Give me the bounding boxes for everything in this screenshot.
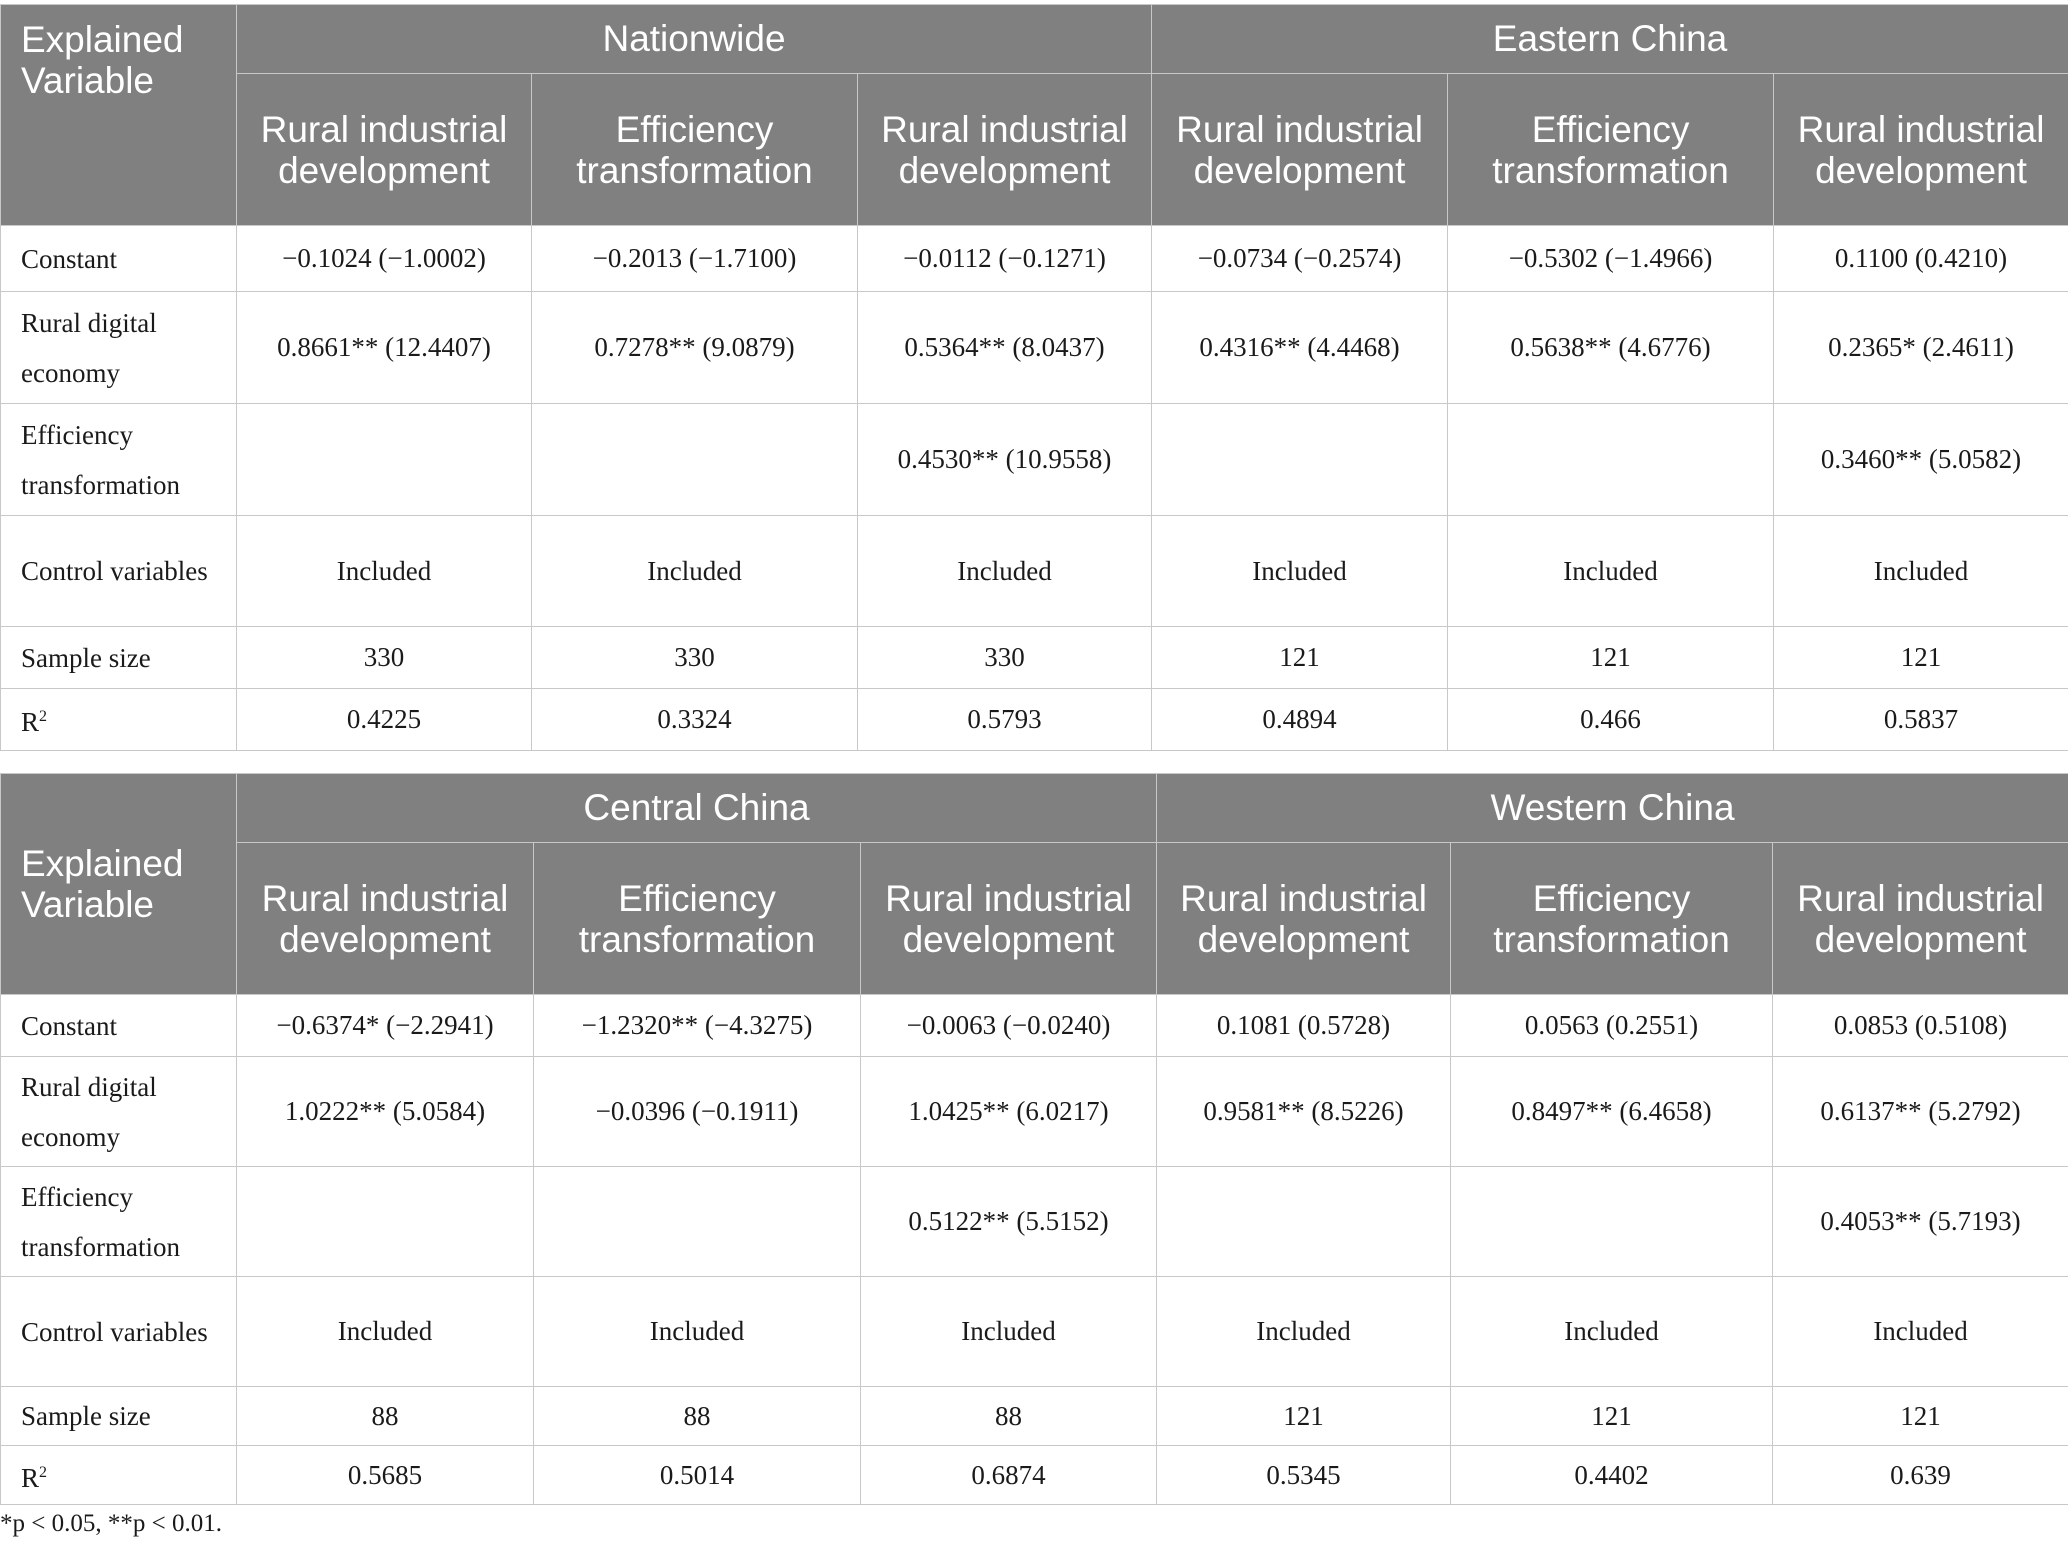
table-cell: 0.1081 (0.5728) <box>1157 995 1451 1057</box>
row-label: Sample size <box>1 627 237 689</box>
table-row <box>1 1057 2068 1167</box>
table-cell: −0.0396 (−0.1911) <box>534 1057 861 1167</box>
column-header: Rural industrial development <box>858 74 1152 226</box>
table-cell: 0.4053** (5.7193) <box>1773 1167 2068 1277</box>
table-row <box>1 292 2068 404</box>
table-cell: 0.3460** (5.0582) <box>1774 404 2068 516</box>
table-row <box>1 1387 2068 1446</box>
table-cell: 0.6874 <box>861 1446 1157 1505</box>
row-label: Constant <box>1 226 237 292</box>
table-cell: 330 <box>237 627 532 689</box>
table-cell: Included <box>1774 516 2068 627</box>
group-header: Western China <box>1157 774 2068 843</box>
table-cell: 0.1100 (0.4210) <box>1774 226 2068 292</box>
table-cell: 0.5793 <box>858 689 1152 751</box>
table-row <box>1 1277 2068 1387</box>
table-row <box>1 689 2068 751</box>
table-cell: Included <box>1448 516 1774 627</box>
table-cell: 0.8497** (6.4658) <box>1451 1057 1773 1167</box>
table-cell: 0.2365* (2.4611) <box>1774 292 2068 404</box>
row-label: Sample size <box>1 1387 237 1446</box>
table-cell: 0.5638** (4.6776) <box>1448 292 1774 404</box>
table-cell: 0.0853 (0.5108) <box>1773 995 2068 1057</box>
column-header: Efficiency transformation <box>1451 843 1773 995</box>
table-cell: 0.7278** (9.0879) <box>532 292 858 404</box>
table-cell <box>1448 404 1774 516</box>
table-cell: 0.5837 <box>1774 689 2068 751</box>
table-cell: Included <box>532 516 858 627</box>
table-cell: 0.5345 <box>1157 1446 1451 1505</box>
significance-footnote: *p < 0.05, **p < 0.01. <box>0 1510 222 1537</box>
regression-table-1 <box>0 4 2068 751</box>
table-cell <box>237 404 532 516</box>
table-cell: 88 <box>534 1387 861 1446</box>
table-cell <box>532 404 858 516</box>
table-cell: 88 <box>237 1387 534 1446</box>
row-label: Efficiency transformation <box>1 1167 237 1277</box>
table-cell: −0.0112 (−0.1271) <box>858 226 1152 292</box>
table-row <box>1 1167 2068 1277</box>
header-row-subheaders <box>1 74 2068 226</box>
row-label: $R^2$ <box>1 1446 237 1505</box>
table-cell: 0.4894 <box>1152 689 1448 751</box>
table-cell: 0.5685 <box>237 1446 534 1505</box>
row-label: $R^2$ <box>1 689 237 751</box>
table-cell: 1.0425** (6.0217) <box>861 1057 1157 1167</box>
group-header: Eastern China <box>1152 5 2068 74</box>
header-row-groups <box>1 774 2068 843</box>
table-cell: 0.3324 <box>532 689 858 751</box>
table-cell: −0.6374* (−2.2941) <box>237 995 534 1057</box>
table-row <box>1 226 2068 292</box>
table-cell <box>1157 1167 1451 1277</box>
column-header: Rural industrial development <box>1152 74 1448 226</box>
table-cell: 0.5122** (5.5152) <box>861 1167 1157 1277</box>
table-cell: 121 <box>1773 1387 2068 1446</box>
table-cell: −0.0063 (−0.0240) <box>861 995 1157 1057</box>
table-cell: 0.5364** (8.0437) <box>858 292 1152 404</box>
row-label: Control variables <box>1 1277 237 1387</box>
column-header: Rural industrial development <box>237 74 532 226</box>
regression-table-2 <box>0 773 2068 1505</box>
table-cell: 0.4530** (10.9558) <box>858 404 1152 516</box>
row-label: Efficiency transformation <box>1 404 237 516</box>
table-cell <box>237 1167 534 1277</box>
table-cell: Included <box>534 1277 861 1387</box>
column-header: Rural industrial development <box>1773 843 2068 995</box>
column-header: Efficiency transformation <box>532 74 858 226</box>
table-row <box>1 404 2068 516</box>
table-cell: 0.9581** (8.5226) <box>1157 1057 1451 1167</box>
table-cell: Included <box>237 516 532 627</box>
row-label: Rural digital economy <box>1 1057 237 1167</box>
table-row <box>1 516 2068 627</box>
table-cell <box>1451 1167 1773 1277</box>
column-header: Rural industrial development <box>1157 843 1451 995</box>
table-cell: −1.2320** (−4.3275) <box>534 995 861 1057</box>
table-cell: 0.5014 <box>534 1446 861 1505</box>
table-cell: Included <box>237 1277 534 1387</box>
group-header: Central China <box>237 774 1157 843</box>
column-header: Rural industrial development <box>1774 74 2068 226</box>
row-label: Control variables <box>1 516 237 627</box>
table-cell: Included <box>1157 1277 1451 1387</box>
table-cell: 121 <box>1448 627 1774 689</box>
table-row <box>1 1446 2068 1505</box>
table-cell: Included <box>1451 1277 1773 1387</box>
table-cell: 0.8661** (12.4407) <box>237 292 532 404</box>
table-cell: −0.0734 (−0.2574) <box>1152 226 1448 292</box>
table-cell: 121 <box>1152 627 1448 689</box>
table-cell: 330 <box>532 627 858 689</box>
table-cell: 0.466 <box>1448 689 1774 751</box>
table-cell: Included <box>1773 1277 2068 1387</box>
header-row-subheaders <box>1 843 2068 995</box>
explained-variable-header: Explained Variable <box>1 5 237 226</box>
table-cell: −0.2013 (−1.7100) <box>532 226 858 292</box>
group-header: Nationwide <box>237 5 1152 74</box>
table-cell <box>534 1167 861 1277</box>
row-label: Rural digital economy <box>1 292 237 404</box>
table-cell: 121 <box>1157 1387 1451 1446</box>
table-cell: 0.4316** (4.4468) <box>1152 292 1448 404</box>
table-cell: −0.5302 (−1.4966) <box>1448 226 1774 292</box>
table-cell: 0.6137** (5.2792) <box>1773 1057 2068 1167</box>
table-cell: 0.0563 (0.2551) <box>1451 995 1773 1057</box>
column-header: Rural industrial development <box>237 843 534 995</box>
column-header: Rural industrial development <box>861 843 1157 995</box>
table-cell: 121 <box>1774 627 2068 689</box>
column-header: Efficiency transformation <box>534 843 861 995</box>
table-cell: Included <box>858 516 1152 627</box>
table-cell: 0.4225 <box>237 689 532 751</box>
table-cell <box>1152 404 1448 516</box>
table-cell: 0.4402 <box>1451 1446 1773 1505</box>
table-row <box>1 627 2068 689</box>
table-cell: Included <box>1152 516 1448 627</box>
table-cell: Included <box>861 1277 1157 1387</box>
table-cell: 1.0222** (5.0584) <box>237 1057 534 1167</box>
table-cell: 121 <box>1451 1387 1773 1446</box>
row-label: Constant <box>1 995 237 1057</box>
table-cell: −0.1024 (−1.0002) <box>237 226 532 292</box>
table-cell: 88 <box>861 1387 1157 1446</box>
table-cell: 0.639 <box>1773 1446 2068 1505</box>
table-cell: 330 <box>858 627 1152 689</box>
header-row-groups <box>1 5 2068 74</box>
explained-variable-header: Explained Variable <box>1 774 237 995</box>
table-row <box>1 995 2068 1057</box>
column-header: Efficiency transformation <box>1448 74 1774 226</box>
